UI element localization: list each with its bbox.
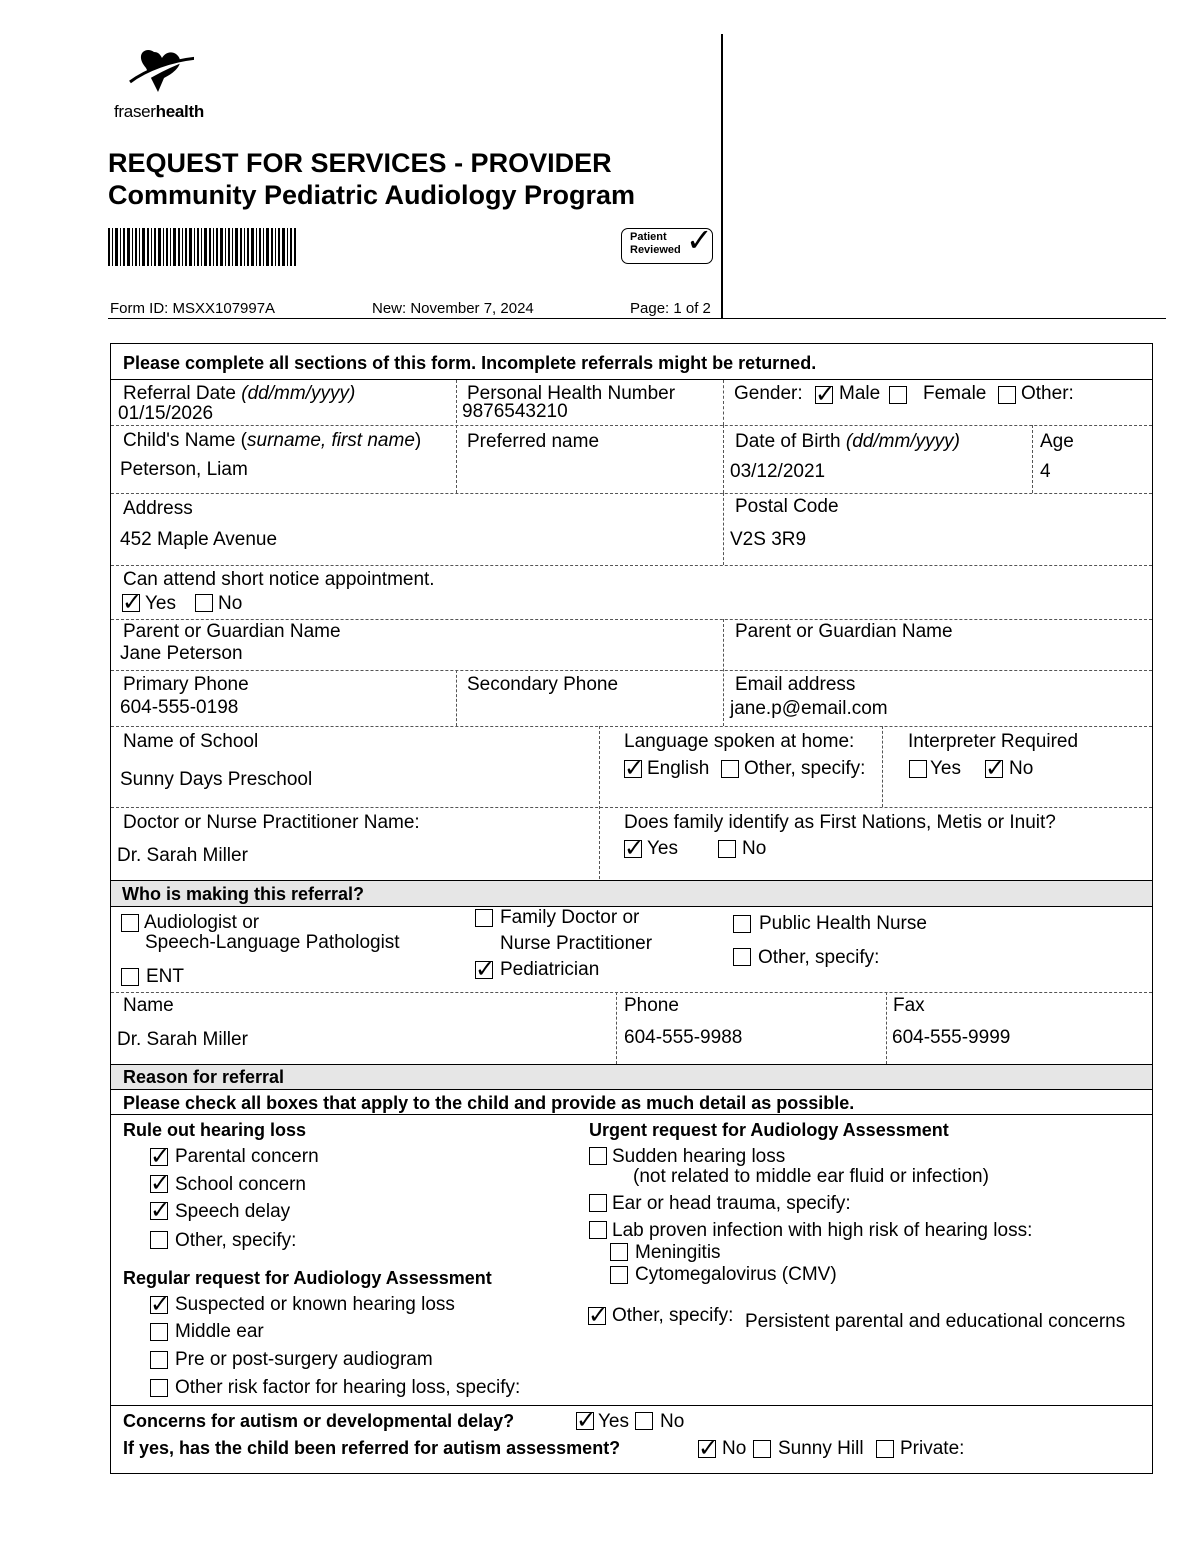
autism-sunny-hill-label: Sunny Hill: [778, 1438, 864, 1459]
form-title: REQUEST FOR SERVICES - PROVIDER: [108, 148, 612, 178]
divider: [723, 425, 724, 493]
lab-infection-checkbox[interactable]: [589, 1221, 607, 1239]
school-field[interactable]: Sunny Days Preschool: [120, 769, 313, 790]
form-page-number: Page: 1 of 2: [630, 300, 711, 317]
divider: [111, 1405, 1152, 1406]
referrer-family-doctor-checkbox[interactable]: [475, 909, 493, 927]
patient-reviewed-line2: Reviewed: [630, 244, 681, 256]
rule-out-other-label: Other, specify:: [175, 1230, 297, 1251]
referrer-audiologist-label-b: Speech-Language Pathologist: [145, 932, 400, 953]
autism-concerns-label: Concerns for autism or developmental delay?: [123, 1411, 515, 1431]
meningitis-checkbox[interactable]: [610, 1243, 628, 1261]
regular-request-title: Regular request for Audiology Assessment: [123, 1268, 492, 1288]
autism-private-checkbox[interactable]: [876, 1440, 894, 1458]
meningitis-label: Meningitis: [635, 1242, 721, 1263]
autism-concerns-yes-label: Yes: [598, 1411, 629, 1432]
language-other-label: Other, specify:: [744, 758, 866, 779]
doctor-field[interactable]: Dr. Sarah Miller: [117, 845, 248, 866]
barcode-icon: [108, 228, 296, 266]
autism-concerns-no-label: No: [660, 1411, 685, 1432]
autism-concerns-no-checkbox[interactable]: [635, 1412, 653, 1430]
sudden-hearing-loss-note: (not related to middle ear fluid or infection): [633, 1166, 989, 1187]
gender-other-checkbox[interactable]: [998, 386, 1016, 404]
divider: [456, 670, 457, 726]
gender-male-label: Male: [839, 383, 881, 404]
referrer-other-label: Other, specify:: [758, 947, 880, 968]
divider: [616, 992, 617, 1064]
divider: [456, 380, 457, 493]
first-nations-yes-checkbox[interactable]: [624, 840, 642, 858]
referrer-public-health-checkbox[interactable]: [733, 915, 751, 933]
patient-reviewed-stamp: [621, 221, 713, 264]
postal-code-field[interactable]: V2S 3R9: [730, 529, 807, 550]
email-label: Email address: [735, 674, 856, 695]
cmv-checkbox[interactable]: [610, 1266, 628, 1284]
autism-private-label: Private:: [900, 1438, 965, 1459]
referrer-pediatrician-label: Pediatrician: [500, 959, 600, 980]
school-concern-checkbox[interactable]: [150, 1175, 168, 1193]
divider: [111, 425, 1152, 426]
age-label: Age: [1040, 431, 1074, 452]
suspected-hearing-loss-checkbox[interactable]: [150, 1296, 168, 1314]
dob-label: Date of Birth (dd/mm/yyyy): [735, 431, 960, 452]
first-nations-no-checkbox[interactable]: [718, 840, 736, 858]
sudden-hearing-loss-checkbox[interactable]: [589, 1147, 607, 1165]
divider: [111, 726, 1152, 727]
interpreter-label: Interpreter Required: [908, 731, 1079, 752]
referrer-fax-field[interactable]: 604-555-9999: [892, 1027, 1011, 1048]
age-field[interactable]: 4: [1040, 461, 1051, 482]
divider: [111, 670, 1152, 671]
other-risk-checkbox[interactable]: [150, 1379, 168, 1397]
urgent-other-checkbox[interactable]: [588, 1307, 606, 1325]
referrer-pediatrician-checkbox[interactable]: [475, 961, 493, 979]
phn-field[interactable]: 9876543210: [462, 401, 568, 422]
guardian1-label: Parent or Guardian Name: [123, 621, 341, 642]
referral-date-field[interactable]: 01/15/2026: [118, 403, 214, 424]
rule-out-other-checkbox[interactable]: [150, 1231, 168, 1249]
divider: [111, 1114, 1152, 1115]
rule-out-title: Rule out hearing loss: [123, 1120, 307, 1140]
form-subtitle: Community Pediatric Audiology Program: [108, 180, 636, 210]
child-name-label: Child's Name (surname, first name): [123, 430, 422, 451]
interpreter-yes-checkbox[interactable]: [909, 760, 927, 778]
divider: [723, 380, 724, 425]
logo-text-bold: health: [155, 102, 204, 121]
referrer-audiologist-label-a: Audiologist or: [144, 912, 260, 933]
sudden-hearing-loss-label: Sudden hearing loss: [612, 1146, 786, 1167]
postal-code-label: Postal Code: [735, 496, 839, 517]
referrer-public-health-label: Public Health Nurse: [759, 913, 927, 934]
referrer-name-field[interactable]: Dr. Sarah Miller: [117, 1029, 248, 1050]
form-new-date: New: November 7, 2024: [372, 300, 534, 317]
gender-female-label: Female: [923, 383, 987, 404]
urgent-request-title: Urgent request for Audiology Assessment: [589, 1120, 949, 1140]
divider: [111, 379, 1152, 380]
referral-date-label: Referral Date (dd/mm/yyyy): [123, 383, 356, 404]
header-vertical-rule: [721, 34, 723, 319]
preferred-name-label: Preferred name: [467, 431, 600, 452]
address-field[interactable]: 452 Maple Avenue: [120, 529, 278, 550]
primary-phone-field[interactable]: 604-555-0198: [120, 697, 239, 718]
referrer-name-label: Name: [123, 995, 174, 1016]
phn-label: Personal Health Number: [467, 383, 676, 404]
referrer-fax-label: Fax: [893, 995, 925, 1016]
referrer-other-checkbox[interactable]: [733, 948, 751, 966]
referrer-phone-field[interactable]: 604-555-9988: [624, 1027, 743, 1048]
primary-phone-label: Primary Phone: [123, 674, 249, 695]
short-notice-label: Can attend short notice appointment.: [123, 569, 435, 590]
divider: [886, 992, 887, 1064]
urgent-other-label: Other, specify:: [612, 1305, 734, 1326]
referrer-phone-label: Phone: [624, 995, 679, 1016]
suspected-hearing-loss-label: Suspected or known hearing loss: [175, 1294, 455, 1315]
form-id: Form ID: MSXX107997A: [110, 300, 276, 317]
short-notice-no-checkbox[interactable]: [195, 594, 213, 612]
cmv-label: Cytomegalovirus (CMV): [635, 1264, 837, 1285]
referrer-section-title: Who is making this referral?: [122, 884, 365, 904]
surgery-audiogram-checkbox[interactable]: [150, 1351, 168, 1369]
divider: [111, 992, 1152, 993]
divider: [723, 493, 724, 565]
gender-female-checkbox[interactable]: [889, 386, 907, 404]
middle-ear-label: Middle ear: [175, 1321, 264, 1342]
instructions-text: Please complete all sections of this form. Incomplete referrals might be returned.: [123, 353, 817, 373]
divider: [1032, 425, 1033, 493]
divider: [111, 807, 1152, 808]
dob-field[interactable]: 03/12/2021: [730, 461, 826, 482]
interpreter-yes-label: Yes: [930, 758, 961, 779]
reason-instructions: Please check all boxes that apply to the child and provide as much detail as possible.: [123, 1093, 855, 1113]
divider: [111, 565, 1152, 566]
other-risk-label: Other risk factor for hearing loss, specify:: [175, 1377, 521, 1398]
gender-label: Gender:: [734, 383, 803, 404]
parental-concern-checkbox[interactable]: [150, 1148, 168, 1166]
trauma-checkbox[interactable]: [589, 1194, 607, 1212]
referrer-audiologist-checkbox[interactable]: [121, 914, 139, 932]
referrer-ent-checkbox[interactable]: [121, 968, 139, 986]
first-nations-yes-label: Yes: [647, 838, 678, 859]
language-english-label: English: [647, 758, 710, 779]
autism-referred-label: If yes, has the child been referred for autism assessment?: [123, 1438, 621, 1458]
child-name-field[interactable]: Peterson, Liam: [120, 459, 248, 480]
short-notice-yes-checkbox[interactable]: [122, 594, 140, 612]
divider: [882, 726, 883, 807]
divider: [723, 619, 724, 726]
divider: [111, 493, 1152, 494]
autism-sunny-hill-checkbox[interactable]: [753, 1440, 771, 1458]
divider: [599, 726, 600, 879]
trauma-label: Ear or head trauma, specify:: [612, 1193, 851, 1214]
gender-other-label: Other:: [1021, 383, 1074, 404]
referrer-family-doctor-label-b: Nurse Practitioner: [500, 933, 653, 954]
school-label: Name of School: [123, 731, 259, 752]
speech-delay-label: Speech delay: [175, 1201, 291, 1222]
reason-section-title: Reason for referral: [123, 1067, 285, 1087]
address-label: Address: [123, 498, 193, 519]
doctor-label: Doctor or Nurse Practitioner Name:: [123, 812, 420, 833]
logo-text-light: fraser: [114, 102, 156, 121]
checkmark-icon: ✓: [686, 221, 713, 259]
guardian1-field[interactable]: Jane Peterson: [120, 643, 243, 664]
short-notice-yes-label: Yes: [145, 593, 176, 614]
secondary-phone-label: Secondary Phone: [467, 674, 619, 695]
email-field[interactable]: jane.p@email.com: [730, 698, 888, 719]
logo-mark-icon: [124, 48, 194, 98]
language-label: Language spoken at home:: [624, 731, 855, 752]
referrer-ent-label: ENT: [146, 966, 184, 987]
gender-male-checkbox[interactable]: [815, 386, 833, 404]
surgery-audiogram-label: Pre or post-surgery audiogram: [175, 1349, 433, 1370]
interpreter-no-checkbox[interactable]: [985, 760, 1003, 778]
referrer-family-doctor-label-a: Family Doctor or: [500, 907, 640, 928]
first-nations-no-label: No: [742, 838, 767, 859]
speech-delay-checkbox[interactable]: [150, 1202, 168, 1220]
interpreter-no-label: No: [1009, 758, 1034, 779]
header-bottom-rule: [108, 318, 1166, 319]
divider: [111, 619, 1152, 620]
patient-reviewed-line1: Patient: [630, 231, 667, 243]
short-notice-no-label: No: [218, 593, 243, 614]
fraserhealth-logo: [112, 48, 212, 124]
autism-concerns-yes-checkbox[interactable]: [576, 1412, 594, 1430]
language-other-checkbox[interactable]: [721, 760, 739, 778]
guardian2-label: Parent or Guardian Name: [735, 621, 953, 642]
school-concern-label: School concern: [175, 1174, 306, 1195]
parental-concern-label: Parental concern: [175, 1146, 319, 1167]
first-nations-label: Does family identify as First Nations, Metis or Inuit?: [624, 812, 1056, 833]
autism-referred-no-checkbox[interactable]: [698, 1440, 716, 1458]
middle-ear-checkbox[interactable]: [150, 1323, 168, 1341]
urgent-other-field[interactable]: Persistent parental and educational concerns: [745, 1311, 1126, 1332]
lab-infection-label: Lab proven infection with high risk of hearing loss:: [612, 1220, 1033, 1241]
language-english-checkbox[interactable]: [624, 760, 642, 778]
autism-referred-no-label: No: [722, 1438, 747, 1459]
